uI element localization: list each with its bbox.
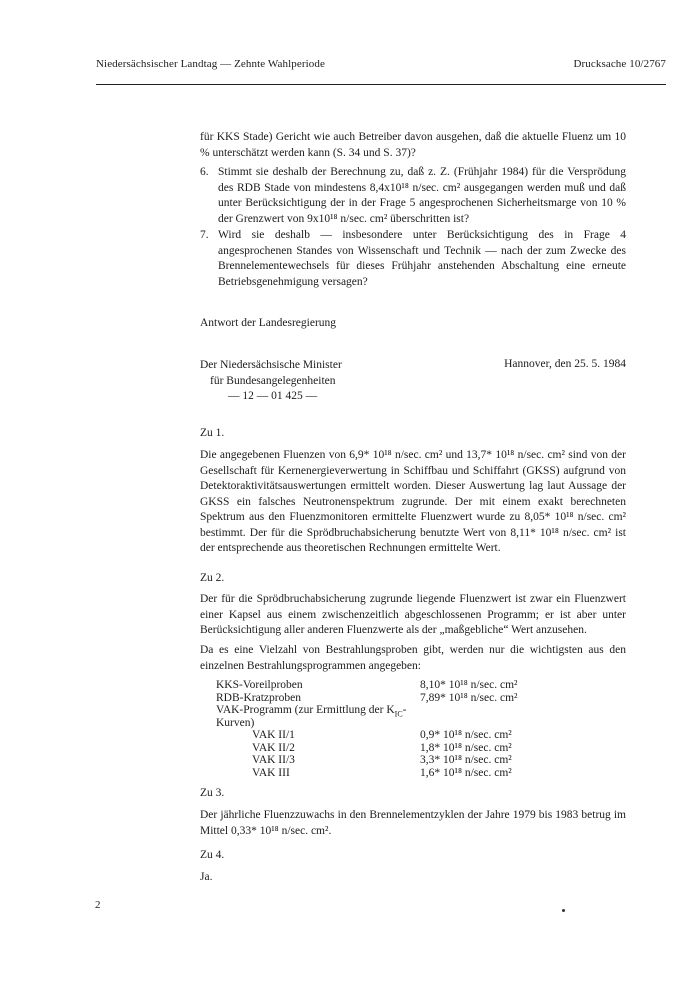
sample-value: 1,8* 10¹⁸ n/sec. cm² — [420, 741, 512, 754]
answer-heading: Antwort der Landesregierung — [200, 317, 337, 329]
table-row — [216, 729, 636, 742]
zu4-label: Zu 4. — [200, 849, 225, 861]
zu4-text: Ja. — [200, 871, 213, 883]
sample-label: VAK III — [252, 766, 290, 779]
sample-label-main: VAK-Programm (zur Ermittlung der K — [216, 704, 395, 716]
table-row — [216, 704, 636, 717]
question-6-text: Stimmt sie deshalb der Berechnung zu, daß z. Z. (Frühjahr 1984) für die Versprödung des RDB Stade von mindestens 8,4x10¹⁸ n/sec. cm² ausgegangen werden muß und daß unter Berücksichtigung der in der Frage 5 angesprochenen Sicherheitsmarge von 10 % der Grenzwert von 9x10¹⁸ n/sec. cm² überschritten ist? — [218, 166, 626, 225]
table-row — [216, 767, 636, 780]
zu2-text-b: Da es eine Vielzahl von Bestrahlungsproben gibt, werden nur die wichtigsten aus den einzelnen Bestrahlungsprogrammen angegeben: — [200, 644, 626, 672]
sample-value: 3,3* 10¹⁸ n/sec. cm² — [420, 754, 512, 766]
table-row — [216, 742, 636, 755]
sample-label: VAK II/1 — [252, 729, 295, 741]
sample-label: RDB-Kratzproben — [216, 691, 301, 704]
scan-speck — [562, 909, 565, 912]
table-row — [216, 717, 636, 730]
sample-label: VAK II/3 — [252, 754, 295, 766]
sender-line-1: Der Niedersächsische Minister — [200, 359, 342, 371]
zu3-text: Der jährliche Fluenzzuwachs in den Brennelementzyklen der Jahre 1979 bis 1983 betrug im Mittel 0,33* 10¹⁸ n/sec. cm². — [200, 809, 626, 837]
sample-table — [216, 679, 636, 779]
sample-label: VAK II/2 — [252, 741, 295, 754]
zu1-label: Zu 1. — [200, 427, 225, 439]
sender-block — [200, 358, 342, 405]
question-6-number: 6. — [200, 166, 209, 178]
sample-label: KKS-Voreilproben — [216, 679, 303, 691]
page-number: 2 — [95, 899, 101, 911]
sender-reference: — 12 — 01 425 — — [228, 390, 318, 402]
question-5-continuation: für KKS Stade) Gericht wie auch Betreiber davon ausgehen, daß die aktuelle Fluenz um 10 % unterschätzt werden kann (S. 34 und S. 37)? — [200, 131, 626, 159]
running-header-title: Niedersächsischer Landtag — Zehnte Wahlperiode — [96, 58, 325, 70]
document-number: Drucksache 10/2767 — [573, 58, 666, 70]
zu3-label: Zu 3. — [200, 787, 225, 799]
sample-label: Kurven) — [216, 716, 255, 729]
question-7-number: 7. — [200, 229, 209, 241]
sample-value: 7,89* 10¹⁸ n/sec. cm² — [420, 691, 518, 704]
sample-value: 0,9* 10¹⁸ n/sec. cm² — [420, 729, 512, 741]
zu1-text: Die angegebenen Fluenzen von 6,9* 10¹⁸ n/sec. cm² und 13,7* 10¹⁸ n/sec. cm² sind von der Gesellschaft für Kernenergieverwertung in Schiffbau und Schiffahrt (GKSS) aufgrund von Detektoraktivitätsauswertungen ermittelt worden. Dieser Auswertung lag laut Aussage der GKSS ein falsches Neutronenspektrum zugrunde. Der mit einem exakt berechneten Spektrum aus den Fluenzmonitoren ermittelte Fluenzwert wurde zu 8,05* 10¹⁸ n/sec. cm² bestimmt. Der für die Sprödbruchabsicherung benutzte Wert von 8,11* 10¹⁸ n/sec. cm² ist der entsprechende aus theoretischen Rechnungen ermittelte Wert. — [200, 449, 626, 554]
table-row — [216, 692, 636, 705]
sample-label-subscript: IC — [394, 709, 403, 719]
zu2-label: Zu 2. — [200, 572, 225, 584]
sender-line-2: für Bundesangelegenheiten — [210, 374, 336, 387]
header-rule — [96, 84, 666, 85]
table-row — [216, 754, 636, 767]
place-date: Hannover, den 25. 5. 1984 — [504, 358, 626, 370]
zu2-text-a: Der für die Sprödbruchabsicherung zugrunde liegende Fluenzwert ist zwar ein Fluenzwert einer Kapsel aus einem zwischenzeitlich abgeschlossenen Programm; er ist aber unter Berücksichtigung aller anderen Fluenzwerte als der „maßgebliche“ Wert anzusehen. — [200, 593, 626, 636]
question-7-text: Wird sie deshalb — insbesondere unter Berücksichtigung des in Frage 4 angesprochenen Standes von Wissenschaft und Technik — nach der zum Zwecke des Brennelementewechsels für dieses Frühjahr anstehenden Abschaltung eine erneute Betriebsgenehmigung versagen? — [218, 229, 626, 288]
sample-value: 1,6* 10¹⁸ n/sec. cm² — [420, 766, 512, 779]
sample-label-tail: - — [402, 704, 407, 716]
table-row — [216, 679, 636, 692]
sample-value: 8,10* 10¹⁸ n/sec. cm² — [420, 679, 518, 691]
